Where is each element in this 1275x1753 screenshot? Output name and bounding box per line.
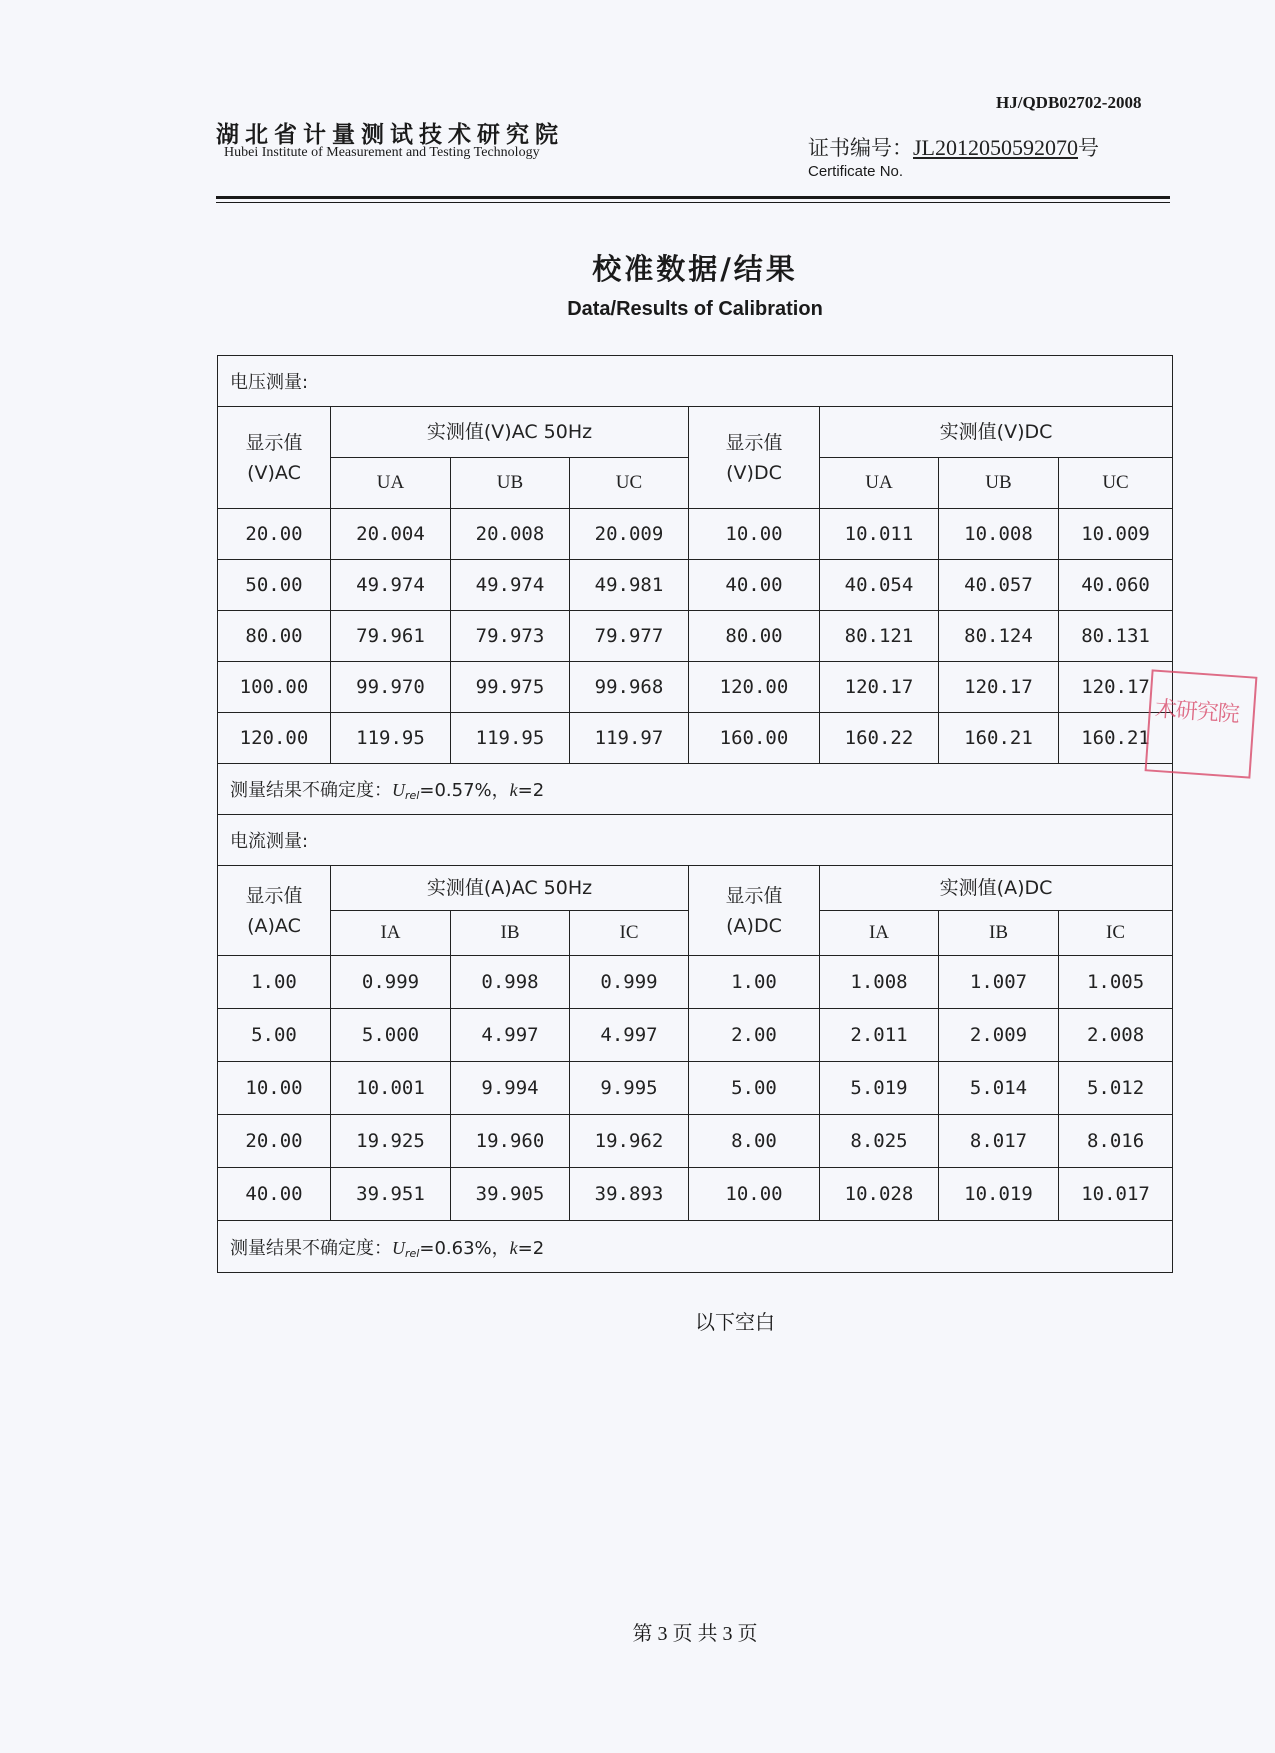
voltage-k-value: =2 — [517, 780, 545, 801]
voltage-table-cell: 10.011 — [820, 509, 939, 560]
current-table-cell: 5.00 — [689, 1062, 820, 1115]
current-table-row — [218, 956, 1173, 1009]
voltage-table-row — [218, 713, 1173, 764]
voltage-table-cell: 160.21 — [1059, 713, 1173, 764]
page-title-cn: 校准数据/结果 — [592, 252, 798, 286]
voltage-ac-phase-c: UC — [570, 458, 689, 509]
current-uncertainty-value: =0.63%， — [419, 1237, 510, 1259]
voltage-table-cell: 100.00 — [218, 662, 331, 713]
voltage-table-cell: 119.95 — [331, 713, 451, 764]
voltage-table-row — [218, 611, 1173, 662]
voltage-table-row — [218, 560, 1173, 611]
current-dc-phase-a: IA — [820, 911, 939, 956]
voltage-dc-phase-c: UC — [1059, 458, 1173, 509]
voltage-dc-phase-b: UB — [939, 458, 1059, 509]
voltage-display-dc-header: 显示值 (V)DC — [689, 407, 820, 509]
voltage-section-label: 电压测量: — [218, 356, 1173, 407]
current-table-cell: 10.00 — [689, 1168, 820, 1221]
current-table-cell: 1.00 — [689, 956, 820, 1009]
current-table-cell: 4.997 — [451, 1009, 570, 1062]
current-dc-phase-b: IB — [939, 911, 1059, 956]
voltage-table-cell: 10.00 — [689, 509, 820, 560]
current-dc-phase-c: IC — [1059, 911, 1173, 956]
header-rule-thin — [216, 202, 1170, 203]
voltage-k-symbol: k — [509, 780, 518, 800]
voltage-uncertainty — [218, 764, 1173, 815]
certificate-label-cn: 证书编号： — [808, 136, 913, 160]
current-table-cell: 2.011 — [820, 1009, 939, 1062]
voltage-table-cell: 79.977 — [570, 611, 689, 662]
voltage-table-row — [218, 509, 1173, 560]
certificate-label-en: Certificate No. — [808, 163, 904, 180]
current-uncertainty — [218, 1221, 1173, 1273]
current-table-cell: 9.995 — [570, 1062, 689, 1115]
voltage-table-cell: 119.97 — [570, 713, 689, 764]
voltage-display-ac-header: 显示值 (V)AC — [218, 407, 331, 509]
voltage-uncertainty-prefix: 测量结果不确定度： — [230, 780, 392, 801]
current-table-cell: 1.005 — [1059, 956, 1173, 1009]
current-table-cell: 20.00 — [218, 1115, 331, 1168]
voltage-table-cell: 40.057 — [939, 560, 1059, 611]
current-table-cell: 39.905 — [451, 1168, 570, 1221]
current-table-cell: 9.994 — [451, 1062, 570, 1115]
voltage-table-cell: 99.968 — [570, 662, 689, 713]
current-table-cell: 8.00 — [689, 1115, 820, 1168]
voltage-table-cell: 79.961 — [331, 611, 451, 662]
current-table-cell: 19.960 — [451, 1115, 570, 1168]
current-measured-dc-header: 实测值(A)DC — [820, 866, 1173, 911]
current-rows — [218, 956, 1173, 1221]
current-measured-ac-header: 实测值(A)AC 50Hz — [331, 866, 689, 911]
current-table-row — [218, 1062, 1173, 1115]
current-table-row — [218, 1168, 1173, 1221]
current-table-cell: 10.019 — [939, 1168, 1059, 1221]
certificate-number: JL2012050592070 — [913, 135, 1078, 160]
voltage-table-cell: 80.131 — [1059, 611, 1173, 662]
voltage-ac-phase-a: UA — [331, 458, 451, 509]
voltage-uncertainty-sub: rel — [405, 789, 420, 802]
form-code: HJ/QDB02702-2008 — [996, 93, 1142, 112]
current-table-cell: 40.00 — [218, 1168, 331, 1221]
current-table-row — [218, 1115, 1173, 1168]
current-table-cell: 0.999 — [331, 956, 451, 1009]
voltage-table-cell: 80.121 — [820, 611, 939, 662]
blank-below-note: 以下空白 — [695, 1310, 775, 1334]
current-table-cell: 8.017 — [939, 1115, 1059, 1168]
voltage-rows — [218, 509, 1173, 764]
voltage-table-cell: 49.974 — [451, 560, 570, 611]
current-table-cell: 5.000 — [331, 1009, 451, 1062]
voltage-table-cell: 40.00 — [689, 560, 820, 611]
voltage-table-cell: 120.00 — [218, 713, 331, 764]
current-table-cell: 2.008 — [1059, 1009, 1173, 1062]
voltage-table-row — [218, 662, 1173, 713]
voltage-table — [217, 355, 1173, 1273]
current-table-cell: 4.997 — [570, 1009, 689, 1062]
current-display-ac-header: 显示值 (A)AC — [218, 866, 331, 956]
voltage-table-cell: 160.00 — [689, 713, 820, 764]
voltage-table-cell: 120.00 — [689, 662, 820, 713]
current-table-cell: 8.016 — [1059, 1115, 1173, 1168]
current-table-cell: 1.007 — [939, 956, 1059, 1009]
page-number: 第 3 页 共 3 页 — [632, 1623, 758, 1645]
current-table-cell: 39.951 — [331, 1168, 451, 1221]
voltage-table-cell: 160.21 — [939, 713, 1059, 764]
header-rule-thick — [216, 196, 1170, 199]
current-table-cell: 2.009 — [939, 1009, 1059, 1062]
official-seal — [1145, 669, 1258, 778]
current-table-cell: 10.017 — [1059, 1168, 1173, 1221]
institute-name-cn: 湖北省计量测试技术研究院 — [216, 122, 564, 148]
current-uncertainty-sub: rel — [405, 1246, 420, 1260]
voltage-table-cell: 80.00 — [689, 611, 820, 662]
voltage-dc-phase-a: UA — [820, 458, 939, 509]
voltage-table-cell: 79.973 — [451, 611, 570, 662]
voltage-table-cell: 10.008 — [939, 509, 1059, 560]
current-k-value: =2 — [517, 1237, 545, 1259]
current-table-cell: 5.014 — [939, 1062, 1059, 1115]
page-title-en: Data/Results of Calibration — [567, 298, 823, 320]
current-table-cell: 39.893 — [570, 1168, 689, 1221]
voltage-measured-ac-header: 实测值(V)AC 50Hz — [331, 407, 689, 458]
voltage-table-cell: 49.981 — [570, 560, 689, 611]
current-table-cell: 2.00 — [689, 1009, 820, 1062]
voltage-table-cell: 120.17 — [820, 662, 939, 713]
voltage-uncertainty-value: =0.57%， — [419, 780, 510, 801]
voltage-table-cell: 50.00 — [218, 560, 331, 611]
voltage-table-cell: 80.124 — [939, 611, 1059, 662]
certificate-suffix: 号 — [1078, 136, 1099, 160]
voltage-table-cell: 40.060 — [1059, 560, 1173, 611]
certificate-number-line — [808, 132, 1099, 162]
current-table-row — [218, 1009, 1173, 1062]
current-table-cell: 0.999 — [570, 956, 689, 1009]
current-ac-phase-b: IB — [451, 911, 570, 956]
seal-text: 术研究院 — [1154, 696, 1240, 728]
current-uncertainty-prefix: 测量结果不确定度： — [230, 1237, 392, 1259]
current-table-cell: 19.962 — [570, 1115, 689, 1168]
current-ac-phase-c: IC — [570, 911, 689, 956]
current-table-cell: 8.025 — [820, 1115, 939, 1168]
voltage-table-cell: 160.22 — [820, 713, 939, 764]
voltage-table-cell: 20.004 — [331, 509, 451, 560]
voltage-table-cell: 10.009 — [1059, 509, 1173, 560]
current-section-label: 电流测量: — [218, 815, 1173, 866]
current-table-cell: 10.001 — [331, 1062, 451, 1115]
current-table-cell: 0.998 — [451, 956, 570, 1009]
institute-name-en: Hubei Institute of Measurement and Testing Technology — [224, 145, 540, 160]
current-table-cell: 19.925 — [331, 1115, 451, 1168]
voltage-measured-dc-header: 实测值(V)DC — [820, 407, 1173, 458]
voltage-table-cell: 20.00 — [218, 509, 331, 560]
voltage-table-cell: 80.00 — [218, 611, 331, 662]
current-table-cell: 1.008 — [820, 956, 939, 1009]
current-k-symbol: k — [509, 1237, 518, 1258]
voltage-table-cell: 120.17 — [1059, 662, 1173, 713]
current-uncertainty-symbol: U — [392, 1237, 405, 1258]
current-table-cell: 5.012 — [1059, 1062, 1173, 1115]
current-table-cell: 1.00 — [218, 956, 331, 1009]
voltage-table-cell: 49.974 — [331, 560, 451, 611]
voltage-table-cell: 40.054 — [820, 560, 939, 611]
current-table-cell: 10.00 — [218, 1062, 331, 1115]
current-table-cell: 5.00 — [218, 1009, 331, 1062]
voltage-ac-phase-b: UB — [451, 458, 570, 509]
voltage-table-cell: 120.17 — [939, 662, 1059, 713]
voltage-table-cell: 20.008 — [451, 509, 570, 560]
current-table-cell: 5.019 — [820, 1062, 939, 1115]
voltage-table-cell: 119.95 — [451, 713, 570, 764]
current-table-cell: 10.028 — [820, 1168, 939, 1221]
voltage-table-cell: 99.975 — [451, 662, 570, 713]
current-display-dc-header: 显示值 (A)DC — [689, 866, 820, 956]
voltage-table-cell: 20.009 — [570, 509, 689, 560]
voltage-table-cell: 99.970 — [331, 662, 451, 713]
current-ac-phase-a: IA — [331, 911, 451, 956]
voltage-uncertainty-symbol: U — [392, 780, 405, 800]
